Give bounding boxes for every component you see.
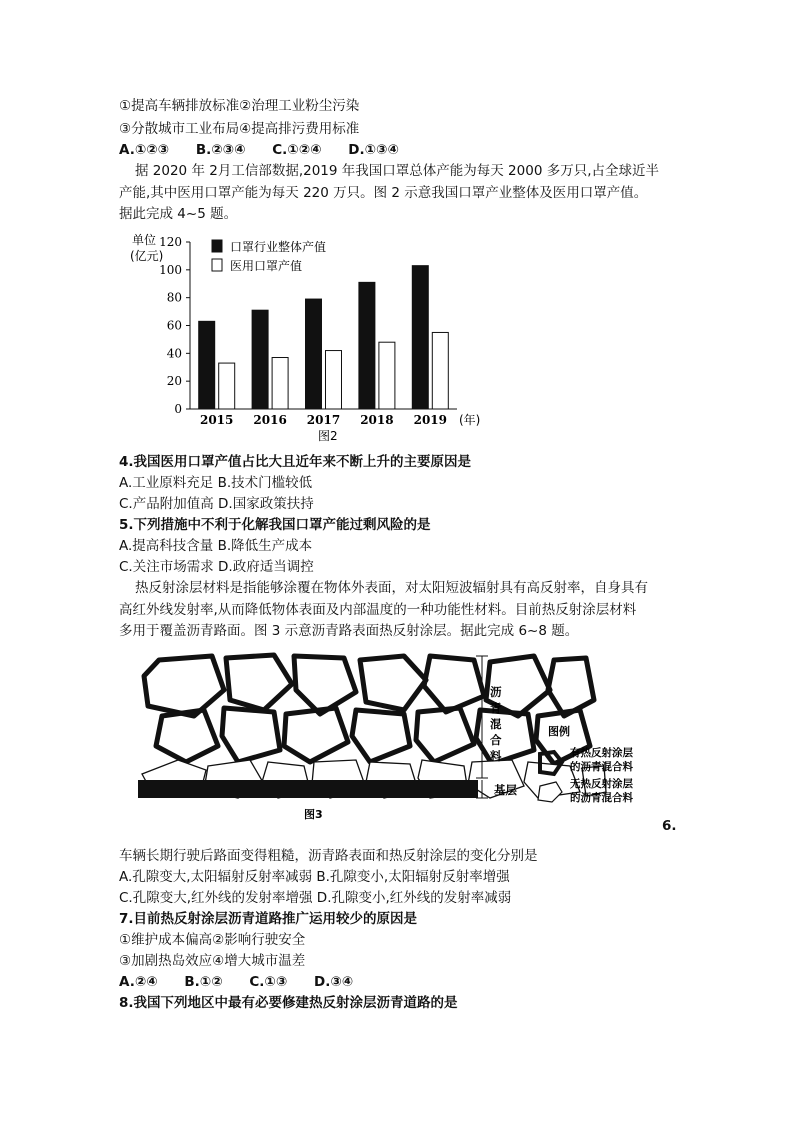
q6-options[interactable]: A.孔隙变大,太阳辐射反射率减弱 B.孔隙变小,太阳辐射反射率增强 xyxy=(119,869,510,885)
bar-medical-output xyxy=(272,358,288,409)
y-tick-label: 20 xyxy=(166,374,182,389)
bar-chart xyxy=(122,228,492,446)
paragraph-line: 高红外线发射率,从而降低物体表面及内部温度的一种功能性材料。目前热反射涂层材料 xyxy=(119,602,637,618)
bar-total-output xyxy=(199,321,215,409)
coated-aggregate-layer xyxy=(144,655,594,764)
q7-options xyxy=(119,972,375,992)
choice-line: ①提高车辆排放标准②治理工业粉尘污染 xyxy=(119,98,360,114)
choice-line: ③分散城市工业布局④提高排污费用标准 xyxy=(119,121,360,137)
label-asphalt-char: 料 xyxy=(490,749,502,763)
option[interactable]: D.①③④ xyxy=(348,142,399,158)
option[interactable]: D.③④ xyxy=(313,974,354,990)
label-asphalt-char: 青 xyxy=(490,701,502,715)
bar-medical-output xyxy=(326,351,342,409)
q4-options[interactable]: C.产品附加值高 D.国家政策扶持 xyxy=(119,496,314,512)
chart-caption: 图2 xyxy=(318,429,338,443)
legend-swatch xyxy=(212,259,222,271)
paragraph-line: 据 2020 年 2月工信部数据,2019 年我国口罩总体产能为每天 2000 多万只,占全球近半 xyxy=(135,163,659,179)
option[interactable]: B.②③④ xyxy=(195,142,246,158)
legend-label: 口罩行业整体产值 xyxy=(230,240,327,254)
y-axis-label-1: 单位 xyxy=(132,233,157,247)
q6-number: 6. xyxy=(662,818,677,834)
x-tick-label: 2015 xyxy=(199,413,234,427)
legend-uncoated-2: 的沥青混合料 xyxy=(570,792,633,804)
q6-options[interactable]: C.孔隙变大,红外线的发射率增强 D.孔隙变小,红外线的发射率减弱 xyxy=(119,890,512,906)
y-tick-label: 120 xyxy=(159,235,182,249)
q5-stem: 5.下列措施中不利于化解我国口罩产能过剩风险的是 xyxy=(119,517,431,533)
asphalt-diagram xyxy=(134,650,674,825)
bar-medical-output xyxy=(432,332,448,409)
legend-label: 医用口罩产值 xyxy=(230,259,303,273)
legend-swatch xyxy=(212,240,222,252)
figure-caption: 图3 xyxy=(304,808,323,821)
x-tick-label: 2019 xyxy=(413,413,448,427)
q6-stem: 车辆长期行驶后路面变得粗糙，沥青路表面和热反射涂层的变化分别是 xyxy=(119,848,538,864)
q7-stem: 7.目前热反射涂层沥青道路推广运用较少的原因是 xyxy=(119,911,418,927)
x-tick-label: 2018 xyxy=(360,413,394,427)
bar-total-output xyxy=(306,299,322,409)
option[interactable]: C.①②④ xyxy=(272,142,322,158)
option[interactable]: B.①② xyxy=(184,974,223,990)
label-asphalt-char: 沥 xyxy=(490,685,502,699)
y-tick-label: 60 xyxy=(166,318,182,333)
label-base: 基层 xyxy=(494,783,517,797)
legend-coated-2: 的沥青混合料 xyxy=(570,761,633,773)
label-asphalt-char: 合 xyxy=(490,733,502,747)
q7-line: ③加剧热岛效应④增大城市温差 xyxy=(119,953,306,969)
y-tick-label: 40 xyxy=(166,346,182,361)
base-layer xyxy=(138,780,478,798)
q7-line: ①维护成本偏高②影响行驶安全 xyxy=(119,932,306,948)
q4-options[interactable]: A.工业原料充足 B.技术门槛较低 xyxy=(119,475,313,491)
legend-title: 图例 xyxy=(548,725,570,738)
option[interactable]: A.②④ xyxy=(119,974,158,990)
bar-medical-output xyxy=(379,342,395,409)
bar-total-output xyxy=(412,266,428,409)
y-tick-label: 0 xyxy=(174,402,182,416)
label-asphalt-char: 混 xyxy=(490,717,502,731)
bar-medical-output xyxy=(219,363,235,409)
q5-options[interactable]: A.提高科技含量 B.降低生产成本 xyxy=(119,538,313,554)
paragraph-line: 据此完成 4~5 题。 xyxy=(119,206,238,222)
q5-options[interactable]: C.关注市场需求 D.政府适当调控 xyxy=(119,559,314,575)
option[interactable]: A.①②③ xyxy=(119,142,170,158)
paragraph-line: 多用于覆盖沥青路面。图 3 示意沥青路表面热反射涂层。据此完成 6~8 题。 xyxy=(119,623,579,639)
q3-options xyxy=(119,140,421,160)
bar-total-output xyxy=(252,310,268,409)
legend-uncoated-1: 无热反射涂层 xyxy=(570,778,633,790)
paragraph-line: 热反射涂层材料是指能够涂覆在物体外表面，对太阳短波辐射具有高反射率，自身具有 xyxy=(135,580,648,596)
q4-stem: 4.我国医用口罩产值占比大且近年来不断上升的主要原因是 xyxy=(119,454,472,470)
x-tick-label: 2017 xyxy=(306,413,341,427)
x-axis-label: (年) xyxy=(459,413,481,427)
y-tick-label: 100 xyxy=(159,262,182,277)
x-tick-label: 2016 xyxy=(253,413,287,427)
y-tick-label: 80 xyxy=(166,290,182,305)
q8-stem: 8.我国下列地区中最有必要修建热反射涂层沥青道路的是 xyxy=(119,995,458,1011)
legend-coated-1: 有热反射涂层 xyxy=(570,747,633,759)
bar-total-output xyxy=(359,282,375,409)
y-axis-label-2: (亿元) xyxy=(130,249,164,263)
paragraph-line: 产能,其中医用口罩产能为每天 220 万只。图 2 示意我国口罩产业整体及医用口罩产值。 xyxy=(119,185,648,201)
legend-uncoated-swatch xyxy=(538,782,562,802)
option[interactable]: C.①③ xyxy=(249,974,288,990)
